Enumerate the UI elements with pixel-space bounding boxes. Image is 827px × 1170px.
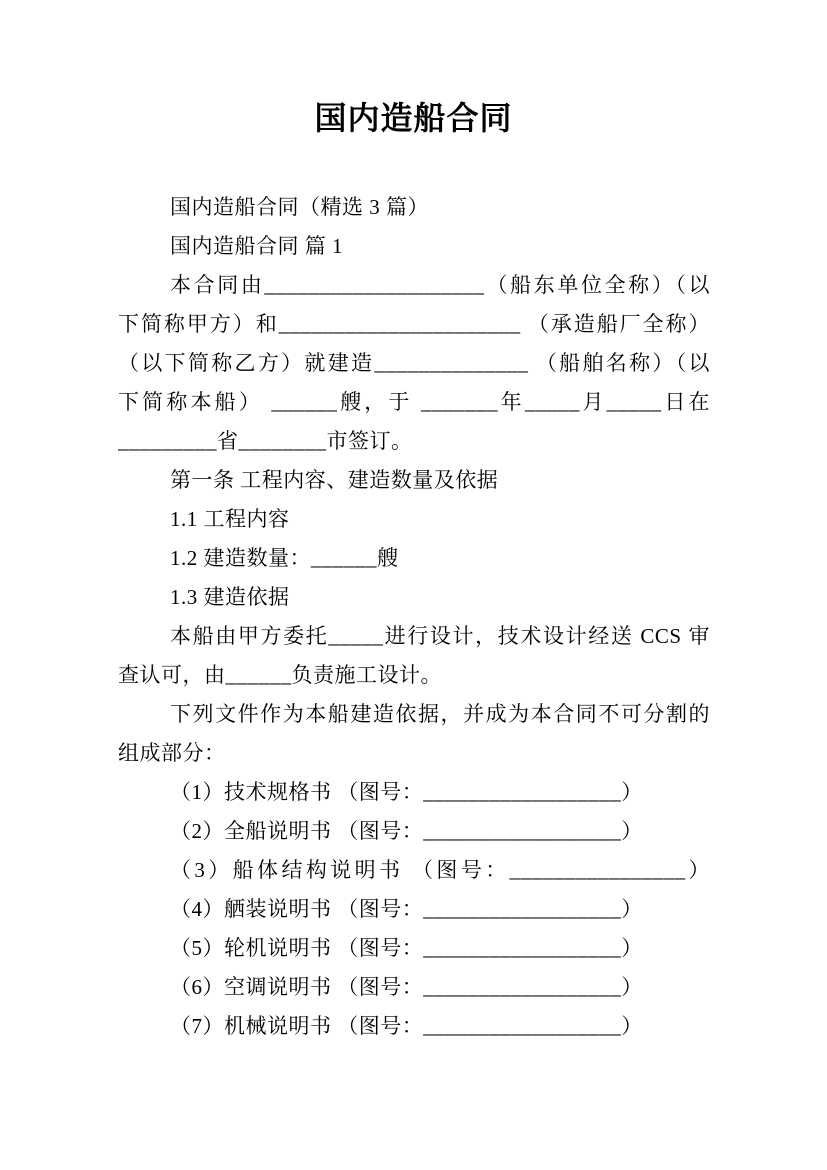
subtitle-part-1: 国内造船合同 篇 1 [170, 234, 343, 258]
document-title: 国内造船合同 [314, 100, 513, 136]
document-item-line: （2）全船说明书 （图号：__________________） [170, 819, 643, 843]
basis-paragraph-line: 组成部分： [118, 741, 226, 765]
document-item-line: （5）轮机说明书 （图号：__________________） [170, 936, 643, 960]
document-item-line: （4）舾装说明书 （图号：__________________） [170, 897, 643, 921]
document-item-line: （6）空调说明书 （图号：__________________） [170, 975, 643, 999]
clause-1-heading: 第一条 工程内容、建造数量及依据 [170, 468, 499, 492]
subtitle-selected-count: 国内造船合同（精选 3 篇） [170, 195, 429, 219]
clause-1-2-line: 1.2 建造数量：______艘 [170, 546, 399, 570]
document-body [118, 188, 710, 1046]
document-item-line: （7）机械说明书 （图号：__________________） [170, 1014, 643, 1038]
basis-paragraph-line: 下列文件作为本船建造依据，并成为本合同不可分割的 [170, 702, 710, 726]
intro-paragraph-line: 下简称本船） ______艘，于 _______年_____月_____日在 [118, 390, 710, 414]
intro-paragraph-line: _________省________市签订。 [118, 429, 413, 453]
design-paragraph-line: 查认可，由______负责施工设计。 [118, 663, 442, 687]
clause-1-3-heading: 1.3 建造依据 [170, 585, 290, 609]
clause-1-1-heading: 1.1 工程内容 [170, 507, 290, 531]
design-paragraph-line: 本船由甲方委托_____进行设计，技术设计经送 CCS 审 [170, 624, 710, 648]
intro-paragraph-line: 下简称甲方）和______________________ （承造船厂全称） [118, 312, 710, 336]
intro-paragraph-line: （以下简称乙方）就建造______________ （船舶名称）（以 [118, 351, 710, 375]
intro-paragraph-line: 本合同由____________________（船东单位全称）（以 [170, 273, 710, 297]
document-item-line: （1）技术规格书 （图号：__________________） [170, 780, 643, 804]
document-item-line: （3）船体结构说明书 （图号：________________） [170, 858, 710, 882]
